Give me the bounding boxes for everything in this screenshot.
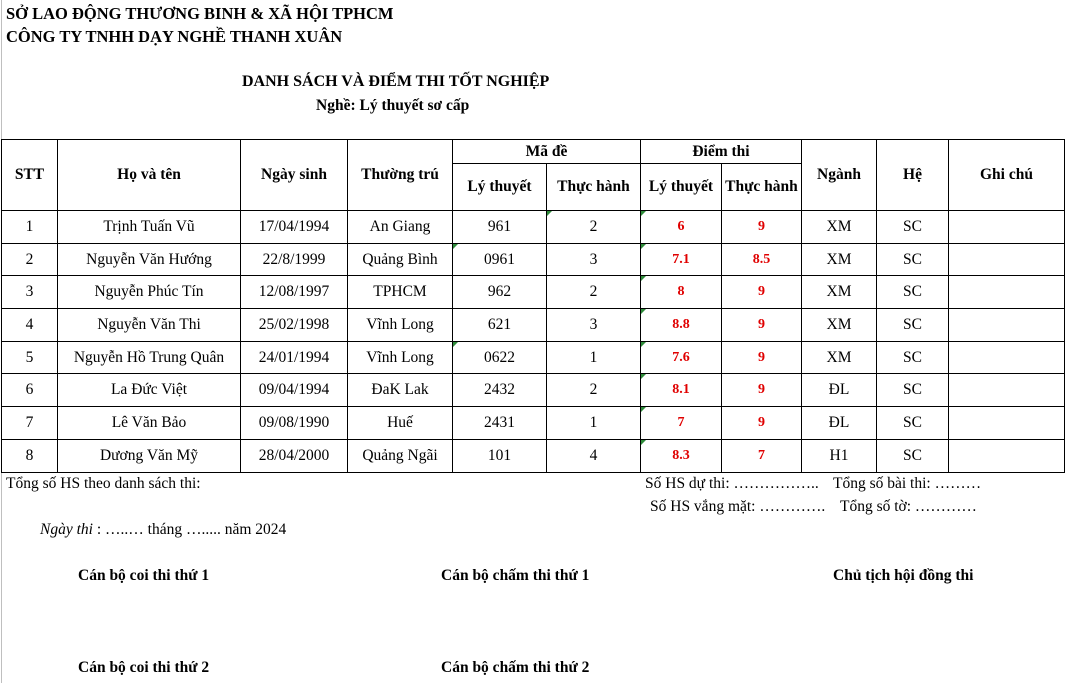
cell-code-theory[interactable]: 0622	[453, 341, 547, 374]
cell-stt[interactable]: 1	[2, 211, 58, 244]
document-subtitle: Nghề: Lý thuyết sơ cấp	[316, 97, 470, 114]
total-papers-label: Tổng số bài thi: ………	[833, 475, 982, 492]
cell-major[interactable]: XM	[802, 276, 877, 309]
table-row	[2, 276, 1065, 309]
signature-chair: Chủ tịch hội đồng thi	[833, 567, 974, 584]
cell-dob[interactable]: 28/04/2000	[241, 439, 348, 472]
cell-note[interactable]	[949, 243, 1065, 276]
cell-dob[interactable]: 09/04/1994	[241, 374, 348, 407]
cell-score-practice[interactable]: 9	[722, 374, 802, 407]
students-absent-label: Số HS vắng mặt: ………….	[650, 498, 826, 515]
cell-name[interactable]: La Đức Việt	[58, 374, 241, 407]
cell-score-theory[interactable]: 7.1	[641, 243, 722, 276]
cell-score-theory[interactable]: 6	[641, 211, 722, 244]
header-score-theory: Lý thuyết	[641, 164, 722, 211]
cell-name[interactable]: Nguyễn Hồ Trung Quân	[58, 341, 241, 374]
cell-system[interactable]: SC	[877, 374, 949, 407]
cell-major[interactable]: XM	[802, 211, 877, 244]
cell-residence[interactable]: An Giang	[348, 211, 453, 244]
cell-stt[interactable]: 3	[2, 276, 58, 309]
total-students-label: Tổng số HS theo danh sách thi:	[6, 475, 201, 492]
header-residence: Thường trú	[348, 140, 453, 211]
header-stt: STT	[2, 140, 58, 211]
cell-dob[interactable]: 09/08/1990	[241, 407, 348, 440]
table-row	[2, 309, 1065, 342]
cell-code-theory[interactable]: 0961	[453, 243, 547, 276]
cell-name[interactable]: Nguyễn Văn Hướng	[58, 243, 241, 276]
cell-residence[interactable]: Vĩnh Long	[348, 341, 453, 374]
cell-code-practice[interactable]: 2	[547, 276, 641, 309]
cell-system[interactable]: SC	[877, 341, 949, 374]
students-attending-label: Số HS dự thi: ……………..	[645, 475, 819, 492]
table-row	[2, 243, 1065, 276]
cell-major[interactable]: XM	[802, 243, 877, 276]
cell-note[interactable]	[949, 407, 1065, 440]
cell-note[interactable]	[949, 211, 1065, 244]
cell-dob[interactable]: 25/02/1998	[241, 309, 348, 342]
cell-score-theory[interactable]: 7.6	[641, 341, 722, 374]
cell-dob[interactable]: 22/8/1999	[241, 243, 348, 276]
cell-residence[interactable]: Huế	[348, 407, 453, 440]
header-note: Ghi chú	[949, 140, 1065, 211]
exam-date-line	[40, 521, 286, 539]
cell-code-practice[interactable]: 1	[547, 407, 641, 440]
cell-residence[interactable]: Quảng Ngãi	[348, 439, 453, 472]
cell-score-theory[interactable]: 8.3	[641, 439, 722, 472]
cell-code-practice[interactable]: 2	[547, 211, 641, 244]
cell-name[interactable]: Trịnh Tuấn Vũ	[58, 211, 241, 244]
signature-grader-1: Cán bộ chấm thi thứ 1	[441, 567, 590, 584]
header-exam-code-practice: Thực hành	[547, 164, 641, 211]
cell-major[interactable]: XM	[802, 341, 877, 374]
exam-date-value: : …..… tháng …..... năm 2024	[92, 521, 287, 538]
signature-proctor-1: Cán bộ coi thi thứ 1	[78, 567, 210, 584]
cell-residence[interactable]: TPHCM	[348, 276, 453, 309]
cell-note[interactable]	[949, 439, 1065, 472]
cell-name[interactable]: Nguyễn Văn Thi	[58, 309, 241, 342]
table-row	[2, 407, 1065, 440]
cell-dob[interactable]: 24/01/1994	[241, 341, 348, 374]
cell-score-theory[interactable]: 8.8	[641, 309, 722, 342]
cell-name[interactable]: Dương Văn Mỹ	[58, 439, 241, 472]
cell-note[interactable]	[949, 276, 1065, 309]
cell-name[interactable]: Nguyễn Phúc Tín	[58, 276, 241, 309]
cell-stt[interactable]: 5	[2, 341, 58, 374]
cell-system[interactable]: SC	[877, 439, 949, 472]
cell-system[interactable]: SC	[877, 211, 949, 244]
header-score-practice: Thực hành	[722, 164, 802, 211]
cell-major[interactable]: ĐL	[802, 407, 877, 440]
cell-note[interactable]	[949, 374, 1065, 407]
header-exam-code: Mã đề	[453, 140, 641, 164]
cell-score-practice[interactable]: 9	[722, 211, 802, 244]
organization-line-2: CÔNG TY TNHH DẠY NGHỀ THANH XUÂN	[6, 27, 343, 46]
cell-code-theory[interactable]: 961	[453, 211, 547, 244]
cell-code-practice[interactable]: 3	[547, 243, 641, 276]
cell-code-practice[interactable]: 3	[547, 309, 641, 342]
table-row	[2, 439, 1065, 472]
header-major: Ngành	[802, 140, 877, 211]
document-title: DANH SÁCH VÀ ĐIỂM THI TỐT NGHIỆP	[242, 73, 550, 90]
cell-major[interactable]: ĐL	[802, 374, 877, 407]
cell-score-practice[interactable]: 9	[722, 276, 802, 309]
cell-name[interactable]: Lê Văn Bảo	[58, 407, 241, 440]
header-score: Điểm thi	[641, 140, 802, 164]
grades-table	[1, 139, 1065, 473]
cell-score-theory[interactable]: 7	[641, 407, 722, 440]
cell-system[interactable]: SC	[877, 276, 949, 309]
cell-score-practice[interactable]: 9	[722, 341, 802, 374]
cell-code-practice[interactable]: 4	[547, 439, 641, 472]
cell-code-theory[interactable]: 2431	[453, 407, 547, 440]
cell-score-practice[interactable]: 8.5	[722, 243, 802, 276]
cell-major[interactable]: H1	[802, 439, 877, 472]
table-row	[2, 211, 1065, 244]
exam-date-label: Ngày thi	[40, 521, 93, 538]
cell-score-theory[interactable]: 8.1	[641, 374, 722, 407]
cell-residence[interactable]: Quảng Bình	[348, 243, 453, 276]
cell-code-theory[interactable]: 101	[453, 439, 547, 472]
cell-system[interactable]: SC	[877, 407, 949, 440]
cell-residence[interactable]: ĐaK Lak	[348, 374, 453, 407]
cell-dob[interactable]: 12/08/1997	[241, 276, 348, 309]
cell-stt[interactable]: 4	[2, 309, 58, 342]
header-dob: Ngày sinh	[241, 140, 348, 211]
cell-system[interactable]: SC	[877, 243, 949, 276]
cell-stt[interactable]: 6	[2, 374, 58, 407]
cell-score-practice[interactable]: 9	[722, 407, 802, 440]
cell-stt[interactable]: 7	[2, 407, 58, 440]
cell-note[interactable]	[949, 309, 1065, 342]
cell-stt[interactable]: 8	[2, 439, 58, 472]
organization-line-1: SỞ LAO ĐỘNG THƯƠNG BINH & XÃ HỘI TPHCM	[6, 4, 394, 23]
cell-dob[interactable]: 17/04/1994	[241, 211, 348, 244]
cell-residence[interactable]: Vĩnh Long	[348, 309, 453, 342]
cell-major[interactable]: XM	[802, 309, 877, 342]
header-system: Hệ	[877, 140, 949, 211]
header-name: Họ và tên	[58, 140, 241, 211]
signature-grader-2: Cán bộ chấm thi thứ 2	[441, 659, 590, 676]
cell-code-theory[interactable]: 621	[453, 309, 547, 342]
signature-proctor-2: Cán bộ coi thi thứ 2	[78, 659, 210, 676]
total-sheets-label: Tổng số tờ: …………	[840, 498, 977, 515]
cell-note[interactable]	[949, 341, 1065, 374]
cell-code-theory[interactable]: 2432	[453, 374, 547, 407]
cell-score-practice[interactable]: 9	[722, 309, 802, 342]
cell-score-theory[interactable]: 8	[641, 276, 722, 309]
table-row	[2, 341, 1065, 374]
cell-stt[interactable]: 2	[2, 243, 58, 276]
cell-code-practice[interactable]: 2	[547, 374, 641, 407]
table-row	[2, 374, 1065, 407]
cell-code-practice[interactable]: 1	[547, 341, 641, 374]
cell-system[interactable]: SC	[877, 309, 949, 342]
cell-code-theory[interactable]: 962	[453, 276, 547, 309]
header-exam-code-theory: Lý thuyết	[453, 164, 547, 211]
cell-score-practice[interactable]: 7	[722, 439, 802, 472]
